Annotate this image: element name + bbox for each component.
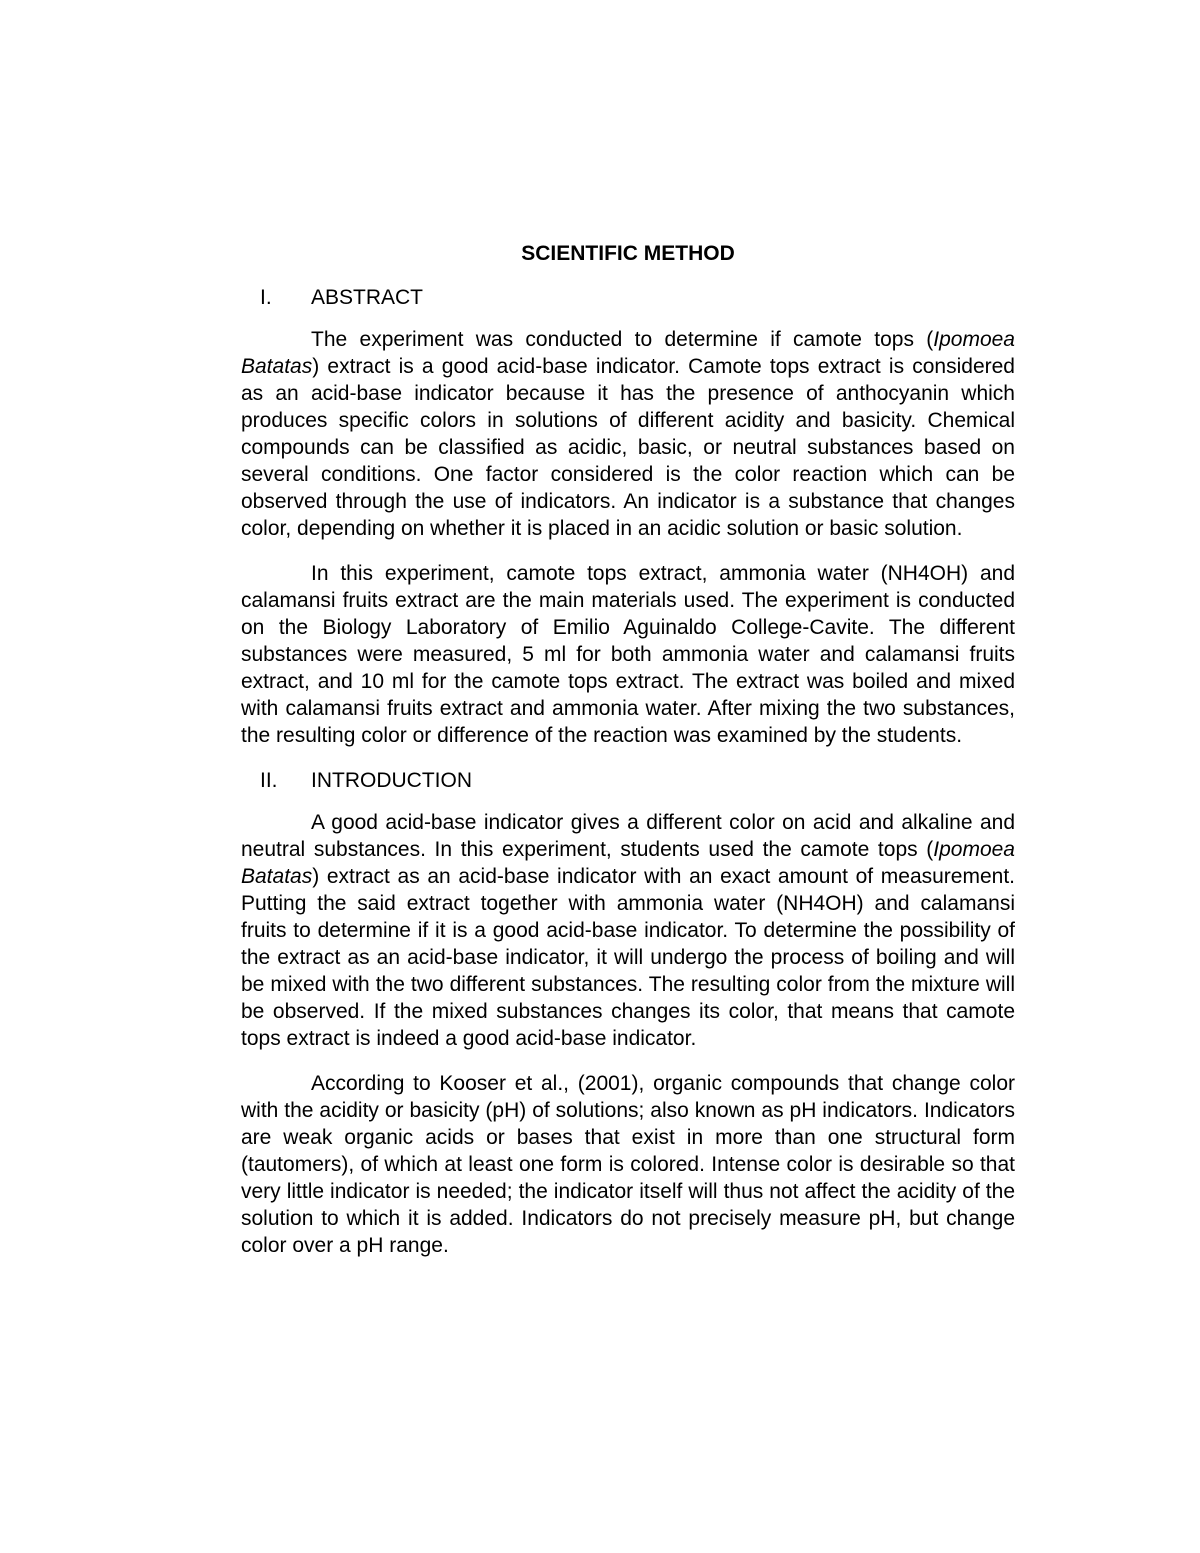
abstract-paragraph-2 xyxy=(241,560,1015,749)
introduction-paragraph-2 xyxy=(241,1070,1015,1259)
section-heading-abstract xyxy=(241,284,1015,312)
species-name: Ipomoea Batatas xyxy=(241,328,1015,378)
text-run: A good acid-base indicator gives a different color on acid and alkaline and neutral substances. In this experiment, students used the camote tops ( xyxy=(241,811,1015,861)
section-title: ABSTRACT xyxy=(311,286,424,309)
text-run: In this experiment, camote tops extract, ammonia water (NH4OH) and calamansi fruits extract are the main materials used. The experiment is conducted on the Biology Laboratory of Emilio Aguinaldo College-Cavite. The different substances were measured, 5 ml for both ammonia water and calamansi fruits extract, and 10 ml for the camote tops extract. The extract was boiled and mixed with calamansi fruits extract and ammonia water. After mixing the two substances, the resulting color or difference of the reaction was examined by the students. xyxy=(241,562,1015,747)
document-title: SCIENTIFIC METHOD xyxy=(521,242,735,265)
text-run: ) extract is a good acid-base indicator. Camote tops extract is considered as an acid-base indicator because it has the presence of anthocyanin which produces specific colors in solutions of different acidity and basicity. Chemical compounds can be classified as acidic, basic, or neutral substances based on several conditions. One factor considered is the color reaction which can be observed through the use of indicators. An indicator is a substance that changes color, depending on whether it is placed in an acidic solution or basic solution. xyxy=(241,355,1015,540)
section-heading-introduction xyxy=(241,767,1015,795)
section-number: II. xyxy=(260,769,278,792)
text-run: The experiment was conducted to determine if camote tops ( xyxy=(311,328,934,351)
introduction-paragraph-1 xyxy=(241,809,1015,1052)
text-run: ) extract as an acid-base indicator with an exact amount of measurement. Putting the said extract together with ammonia water (NH4OH) and calamansi fruits to determine if it is a good acid-base indicator. To determine the possibility of the extract as an acid-base indicator, it will undergo the process of boiling and will be mixed with the two different substances. The resulting color from the mixture will be observed. If the mixed substances changes its color, that means that camote tops extract is indeed a good acid-base indicator. xyxy=(241,865,1015,1050)
abstract-paragraph-1 xyxy=(241,326,1015,542)
species-name: Ipomoea Batatas xyxy=(241,838,1015,888)
text-run: According to Kooser et al., (2001), organic compounds that change color with the acidity or basicity (pH) of solutions; also known as pH indicators. Indicators are weak organic acids or bases that exist in more than one structural form (tautomers), of which at least one form is colored. Intense color is desirable so that very little indicator is needed; the indicator itself will thus not affect the acidity of the solution to which it is added. Indicators do not precisely measure pH, but change color over a pH range. xyxy=(241,1072,1015,1257)
document-page xyxy=(241,238,1015,1277)
section-title: INTRODUCTION xyxy=(311,769,472,792)
section-number: I. xyxy=(260,286,272,309)
